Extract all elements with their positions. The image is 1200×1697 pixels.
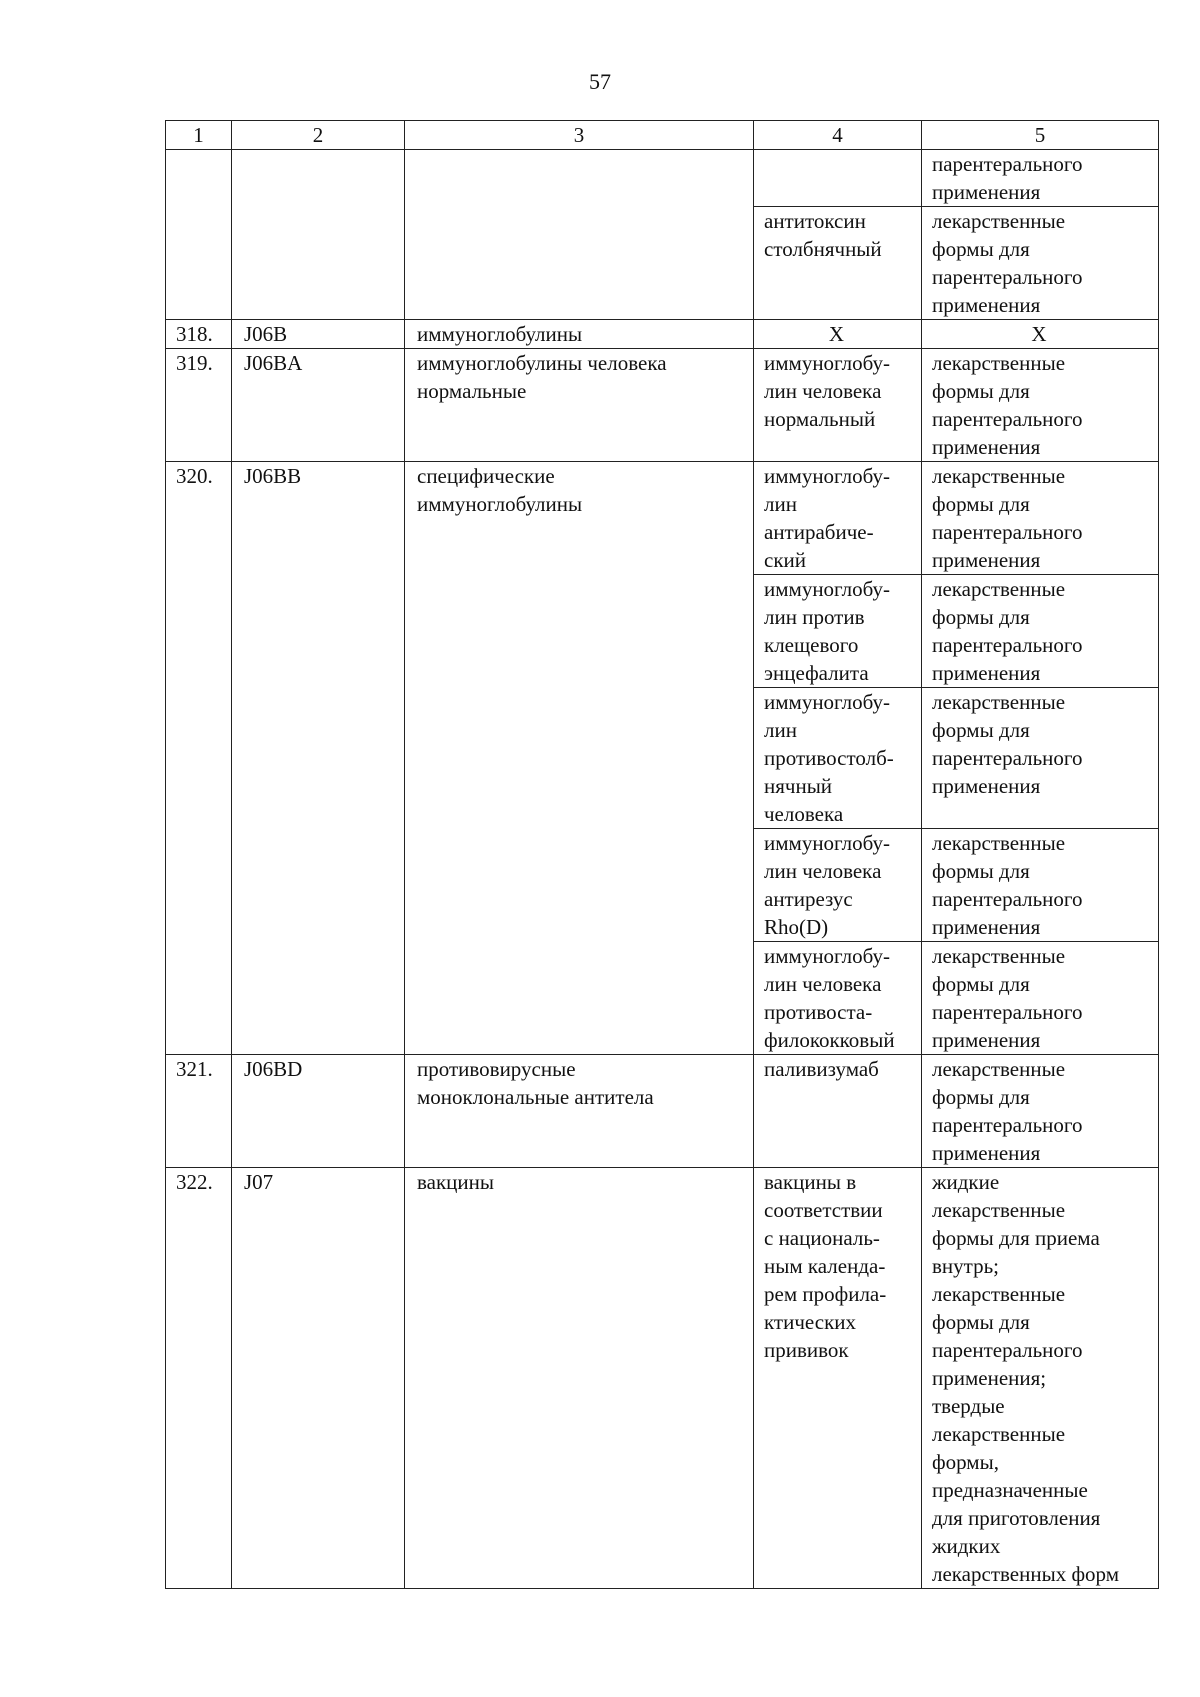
- drug-list-table: [165, 120, 1159, 1589]
- atc-code-cell: [232, 150, 405, 320]
- group-name-cell: специфические иммуноглобулины: [405, 462, 754, 1055]
- row-number-cell: 319.: [166, 349, 232, 462]
- row-number-cell: 322.: [166, 1168, 232, 1589]
- dosage-form-cell: лекарственные формы для парентерального применения: [922, 1055, 1159, 1168]
- drug-name-cell: иммуноглобу- лин противостолб- нячный человека: [754, 688, 922, 829]
- drug-name-cell: вакцины в соответствии с националь- ным календа- рем профила- ктических прививок: [754, 1168, 922, 1589]
- drug-name-cell: иммуноглобу- лин антирабиче- ский: [754, 462, 922, 575]
- drug-name-cell: иммуноглобу- лин человека антирезус Rho(D): [754, 829, 922, 942]
- table-row: [166, 349, 1159, 462]
- drug-name-cell: [754, 150, 922, 207]
- drug-name-cell: иммуноглобу- лин человека нормальный: [754, 349, 922, 462]
- table-row: [166, 320, 1159, 349]
- drug-name-cell: иммуноглобу- лин человека противоста- филококковый: [754, 942, 922, 1055]
- row-number-cell: [166, 150, 232, 320]
- dosage-form-cell: лекарственные формы для парентерального применения: [922, 688, 1159, 829]
- group-name-cell: [405, 150, 754, 320]
- dosage-form-cell: лекарственные формы для парентерального применения: [922, 207, 1159, 320]
- table-row: [166, 1168, 1159, 1589]
- dosage-form-cell: лекарственные формы для парентерального применения: [922, 349, 1159, 462]
- table-row: [166, 150, 1159, 207]
- header-cell: 3: [405, 121, 754, 150]
- header-cell: 2: [232, 121, 405, 150]
- atc-code-cell: J07: [232, 1168, 405, 1589]
- atc-code-cell: J06BA: [232, 349, 405, 462]
- drug-name-cell: Х: [754, 320, 922, 349]
- drug-name-cell: антитоксин столбнячный: [754, 207, 922, 320]
- row-number-cell: 321.: [166, 1055, 232, 1168]
- drug-name-cell: паливизумаб: [754, 1055, 922, 1168]
- atc-code-cell: J06BD: [232, 1055, 405, 1168]
- drug-name-cell: иммуноглобу- лин против клещевого энцефалита: [754, 575, 922, 688]
- group-name-cell: противовирусные моноклональные антитела: [405, 1055, 754, 1168]
- row-number-cell: 318.: [166, 320, 232, 349]
- table-row: [166, 462, 1159, 575]
- atc-code-cell: J06B: [232, 320, 405, 349]
- group-name-cell: вакцины: [405, 1168, 754, 1589]
- header-row: [166, 121, 1159, 150]
- dosage-form-cell: лекарственные формы для парентерального применения: [922, 829, 1159, 942]
- group-name-cell: иммуноглобулины человека нормальные: [405, 349, 754, 462]
- header-cell: 4: [754, 121, 922, 150]
- group-name-cell: иммуноглобулины: [405, 320, 754, 349]
- dosage-form-cell: парентерального применения: [922, 150, 1159, 207]
- dosage-form-cell: лекарственные формы для парентерального применения: [922, 462, 1159, 575]
- page-number: 57: [589, 69, 611, 94]
- dosage-form-cell: Х: [922, 320, 1159, 349]
- dosage-form-cell: лекарственные формы для парентерального применения: [922, 942, 1159, 1055]
- header-cell: 1: [166, 121, 232, 150]
- dosage-form-cell: жидкие лекарственные формы для приема внутрь; лекарственные формы для парентерального применения; твердые лекарственные формы, предназначенные для приготовления жидких лекарственных форм: [922, 1168, 1159, 1589]
- atc-code-cell: J06BB: [232, 462, 405, 1055]
- header-cell: 5: [922, 121, 1159, 150]
- row-number-cell: 320.: [166, 462, 232, 1055]
- dosage-form-cell: лекарственные формы для парентерального применения: [922, 575, 1159, 688]
- table-row: [166, 1055, 1159, 1168]
